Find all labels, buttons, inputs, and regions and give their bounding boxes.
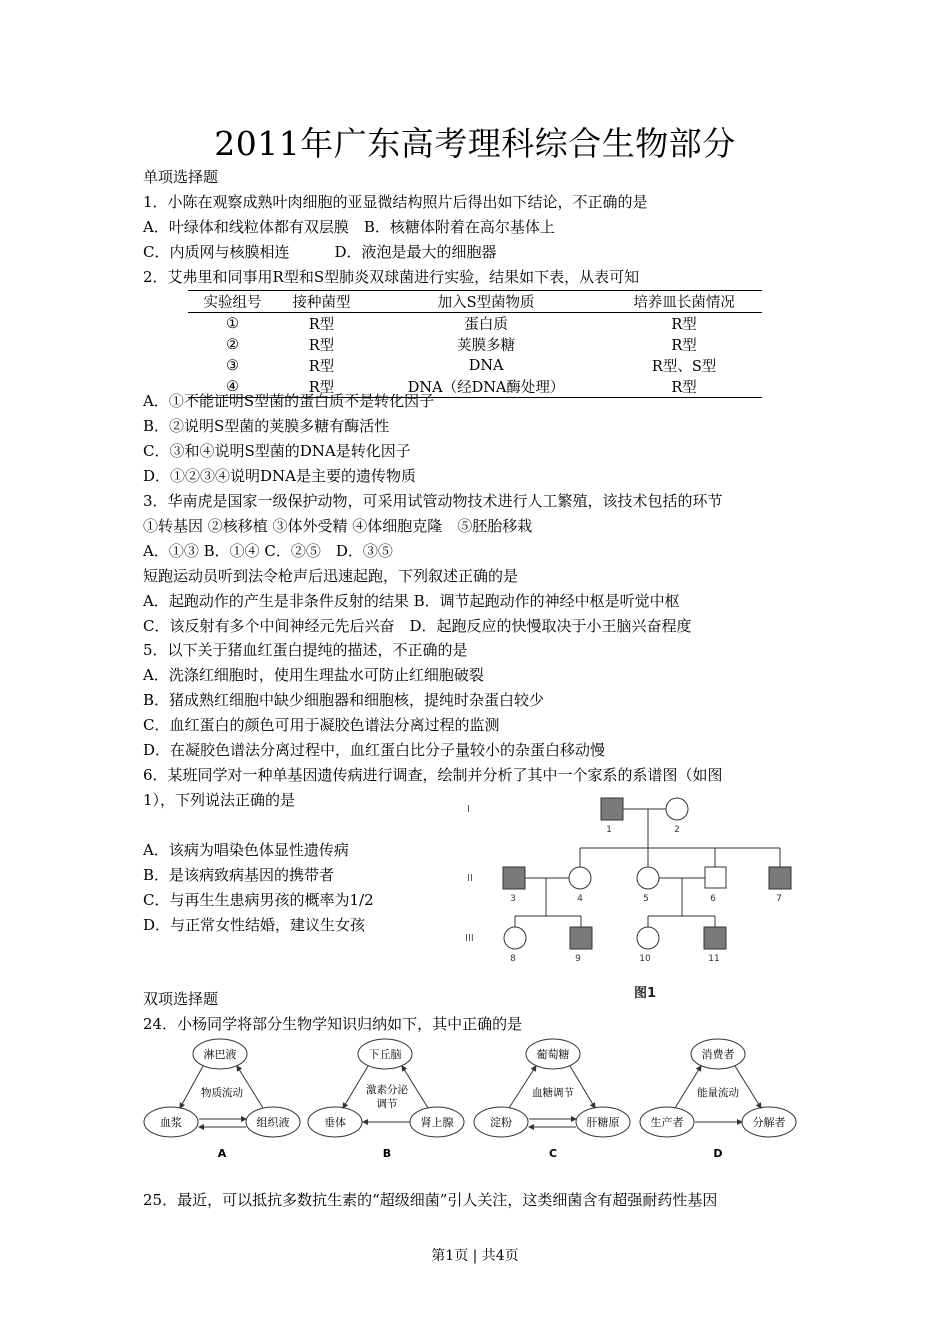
generation-label: II bbox=[467, 873, 473, 884]
q24-diagrams bbox=[143, 1035, 813, 1165]
q24-stem: 24．小杨同学将部分生物学知识归纳如下，其中正确的是 bbox=[143, 1015, 523, 1033]
table-header-cell: 实验组号 bbox=[188, 291, 277, 313]
table-cell: R型 bbox=[277, 376, 366, 398]
section-heading-double: 双项选择题 bbox=[143, 990, 219, 1008]
q2-option-a: A．①不能证明S型菌的蛋白质不是转化因子 bbox=[143, 392, 435, 410]
individual-id: 9 bbox=[575, 954, 581, 964]
node-left: 淀粉 bbox=[490, 1116, 512, 1129]
affected-male-symbol bbox=[769, 867, 791, 889]
normal-female-symbol bbox=[569, 867, 591, 889]
q1-options-ab: A．叶绿体和线粒体都有双层膜 B．核糖体附着在高尔基体上 bbox=[143, 218, 555, 236]
q4-options-cd: C．该反射有多个中间神经元先后兴奋 D．起跑反应的快慢取决于小王脑兴奋程度 bbox=[143, 617, 692, 635]
individual-id: 10 bbox=[639, 954, 651, 964]
table-header-cell: 加入S型菌物质 bbox=[366, 291, 606, 313]
q6-option-c: C．与再生生患病男孩的概率为1/2 bbox=[143, 891, 374, 909]
table-header-row bbox=[188, 291, 762, 313]
table-cell: 荚膜多糖 bbox=[457, 338, 516, 354]
generation-label: I bbox=[467, 804, 470, 815]
table-cell: R型 bbox=[308, 359, 335, 375]
q3-stem: 3．华南虎是国家一级保护动物，可采用试管动物技术进行人工繁殖，该技术包括的环节 bbox=[143, 492, 723, 510]
normal-female-symbol bbox=[504, 927, 526, 949]
node-top: 下丘脑 bbox=[368, 1048, 402, 1061]
table-cell: R型、S型 bbox=[651, 359, 717, 375]
q4-stem: 短跑运动员听到法令枪声后迅速起跑，下列叙述正确的是 bbox=[143, 567, 519, 585]
table-cell: ③ bbox=[225, 357, 239, 374]
table-cell: R型 bbox=[671, 317, 697, 333]
diagram-d bbox=[640, 1039, 796, 1160]
table-cell: ④ bbox=[188, 376, 277, 398]
table-cell: ② bbox=[225, 336, 239, 353]
node-right: 肾上腺 bbox=[420, 1116, 454, 1129]
q2-option-c: C．③和④说明S型菌的DNA是转化因子 bbox=[143, 442, 411, 460]
individual-id: 2 bbox=[674, 825, 680, 835]
node-top: 消费者 bbox=[701, 1048, 735, 1061]
center-label: 物质流动 bbox=[201, 1087, 243, 1099]
table-cell: R型 bbox=[308, 317, 335, 333]
q5-option-a: A．洗涤红细胞时，使用生理盐水可防止红细胞破裂 bbox=[143, 666, 484, 684]
node-top: 葡萄糖 bbox=[536, 1048, 570, 1061]
table-cell: R型 bbox=[606, 376, 762, 398]
affected-male-symbol bbox=[503, 867, 525, 889]
affected-male-symbol bbox=[601, 798, 623, 820]
page-footer: 第1页 | 共4页 bbox=[431, 1248, 519, 1264]
table-header-cell: 接种菌型 bbox=[277, 291, 366, 313]
table-cell: 蛋白质 bbox=[464, 317, 508, 333]
q6-option-a: A．该病为唱染色体显性遗传病 bbox=[143, 841, 349, 859]
q6-option-d: D．与正常女性结婚，建议生女孩 bbox=[143, 916, 366, 934]
individual-id: 6 bbox=[710, 894, 716, 904]
q6-stem-continued: 1），下列说法正确的是 bbox=[143, 791, 296, 809]
node-right: 肝糖原 bbox=[586, 1116, 620, 1129]
figure-caption: 图1 bbox=[633, 986, 657, 1001]
individual-id: 3 bbox=[510, 894, 516, 904]
center-label: 激素分泌 bbox=[366, 1084, 408, 1096]
page-title: 2011年广东高考理科综合生物部分 bbox=[214, 124, 736, 163]
diagram-a bbox=[144, 1039, 300, 1160]
q5-option-d: D．在凝胶色谱法分离过程中，血红蛋白比分子量较小的杂蛋白移动慢 bbox=[143, 741, 606, 759]
table-row bbox=[188, 313, 762, 335]
center-label: 调节 bbox=[376, 1098, 398, 1110]
center-label: 血糖调节 bbox=[532, 1087, 574, 1099]
q3-options: A．①③ B．①④ C．②⑤ D．③⑤ bbox=[143, 542, 393, 560]
q1-options-cd: C．内质网与核膜相连 D．液泡是最大的细胞器 bbox=[143, 243, 497, 261]
q5-option-c: C．血红蛋白的颜色可用于凝胶色谱法分离过程的监测 bbox=[143, 716, 500, 734]
individual-id: 4 bbox=[577, 894, 583, 904]
q4-options-ab: A．起跑动作的产生是非条件反射的结果 B．调节起跑动作的神经中枢是听觉中枢 bbox=[143, 592, 680, 610]
q6-option-b: B．是该病致病基因的携带者 bbox=[143, 866, 335, 884]
individual-id: 5 bbox=[643, 894, 649, 904]
diagram-b bbox=[308, 1039, 464, 1160]
node-left: 生产者 bbox=[650, 1116, 684, 1129]
table-row bbox=[188, 355, 762, 376]
table-header-cell: 培养皿长菌情况 bbox=[606, 291, 762, 313]
q5-option-b: B．猪成熟红细胞中缺少细胞器和细胞核，提纯时杂蛋白较少 bbox=[143, 691, 545, 709]
table-row bbox=[188, 334, 762, 355]
section-heading-single: 单项选择题 bbox=[143, 168, 219, 186]
node-right: 分解者 bbox=[752, 1116, 786, 1129]
q25-stem: 25．最近，可以抵抗多数抗生素的“超级细菌”引人关注，这类细菌含有超强耐药性基因 bbox=[143, 1191, 718, 1209]
individual-id: 8 bbox=[510, 954, 516, 964]
table-cell: DNA（经DNA酶处理） bbox=[366, 376, 606, 398]
q3-items: ①转基因 ②核移植 ③体外受精 ④体细胞克隆 ⑤胚胎移栽 bbox=[143, 517, 533, 535]
individual-id: 1 bbox=[606, 825, 612, 835]
node-left: 垂体 bbox=[324, 1116, 346, 1129]
normal-female-symbol bbox=[637, 927, 659, 949]
q2-option-d: D．①②③④说明DNA是主要的遗传物质 bbox=[143, 467, 417, 485]
affected-male-symbol bbox=[704, 927, 726, 949]
table-cell: R型 bbox=[308, 338, 335, 354]
q2-stem: 2．艾弗里和同事用R型和S型肺炎双球菌进行实验，结果如下表，从表可知 bbox=[143, 268, 640, 286]
generation-label: III bbox=[465, 933, 474, 944]
table-cell: DNA bbox=[468, 357, 504, 374]
diagram-letter: B bbox=[382, 1147, 392, 1160]
center-label: 能量流动 bbox=[697, 1087, 739, 1099]
q5-stem: 5．以下关于猪血红蛋白提纯的描述，不正确的是 bbox=[143, 641, 468, 659]
table-cell: ① bbox=[225, 315, 239, 332]
normal-female-symbol bbox=[666, 798, 688, 820]
q2-option-b: B．②说明S型菌的荚膜多糖有酶活性 bbox=[143, 417, 390, 435]
individual-id: 7 bbox=[776, 894, 782, 904]
node-left: 血浆 bbox=[160, 1116, 182, 1129]
pedigree-chart bbox=[455, 790, 835, 1005]
q6-stem: 6．某班同学对一种单基因遗传病进行调查，绘制并分析了其中一个家系的系谱图（如图 bbox=[143, 766, 723, 784]
experiment-table bbox=[188, 290, 762, 398]
q1-stem: 1．小陈在观察成熟叶肉细胞的亚显微结构照片后得出如下结论，不正确的是 bbox=[143, 193, 648, 211]
individual-id: 11 bbox=[708, 954, 720, 964]
diagram-c bbox=[474, 1039, 630, 1160]
diagram-letter: C bbox=[548, 1147, 558, 1160]
diagram-letter: D bbox=[713, 1147, 723, 1160]
node-top: 淋巴液 bbox=[203, 1048, 237, 1061]
normal-female-symbol bbox=[637, 867, 659, 889]
affected-male-symbol bbox=[570, 927, 592, 949]
table-cell: R型 bbox=[671, 338, 697, 354]
normal-male-symbol bbox=[705, 867, 726, 888]
diagram-letter: A bbox=[217, 1147, 227, 1160]
node-right: 组织液 bbox=[256, 1116, 290, 1129]
